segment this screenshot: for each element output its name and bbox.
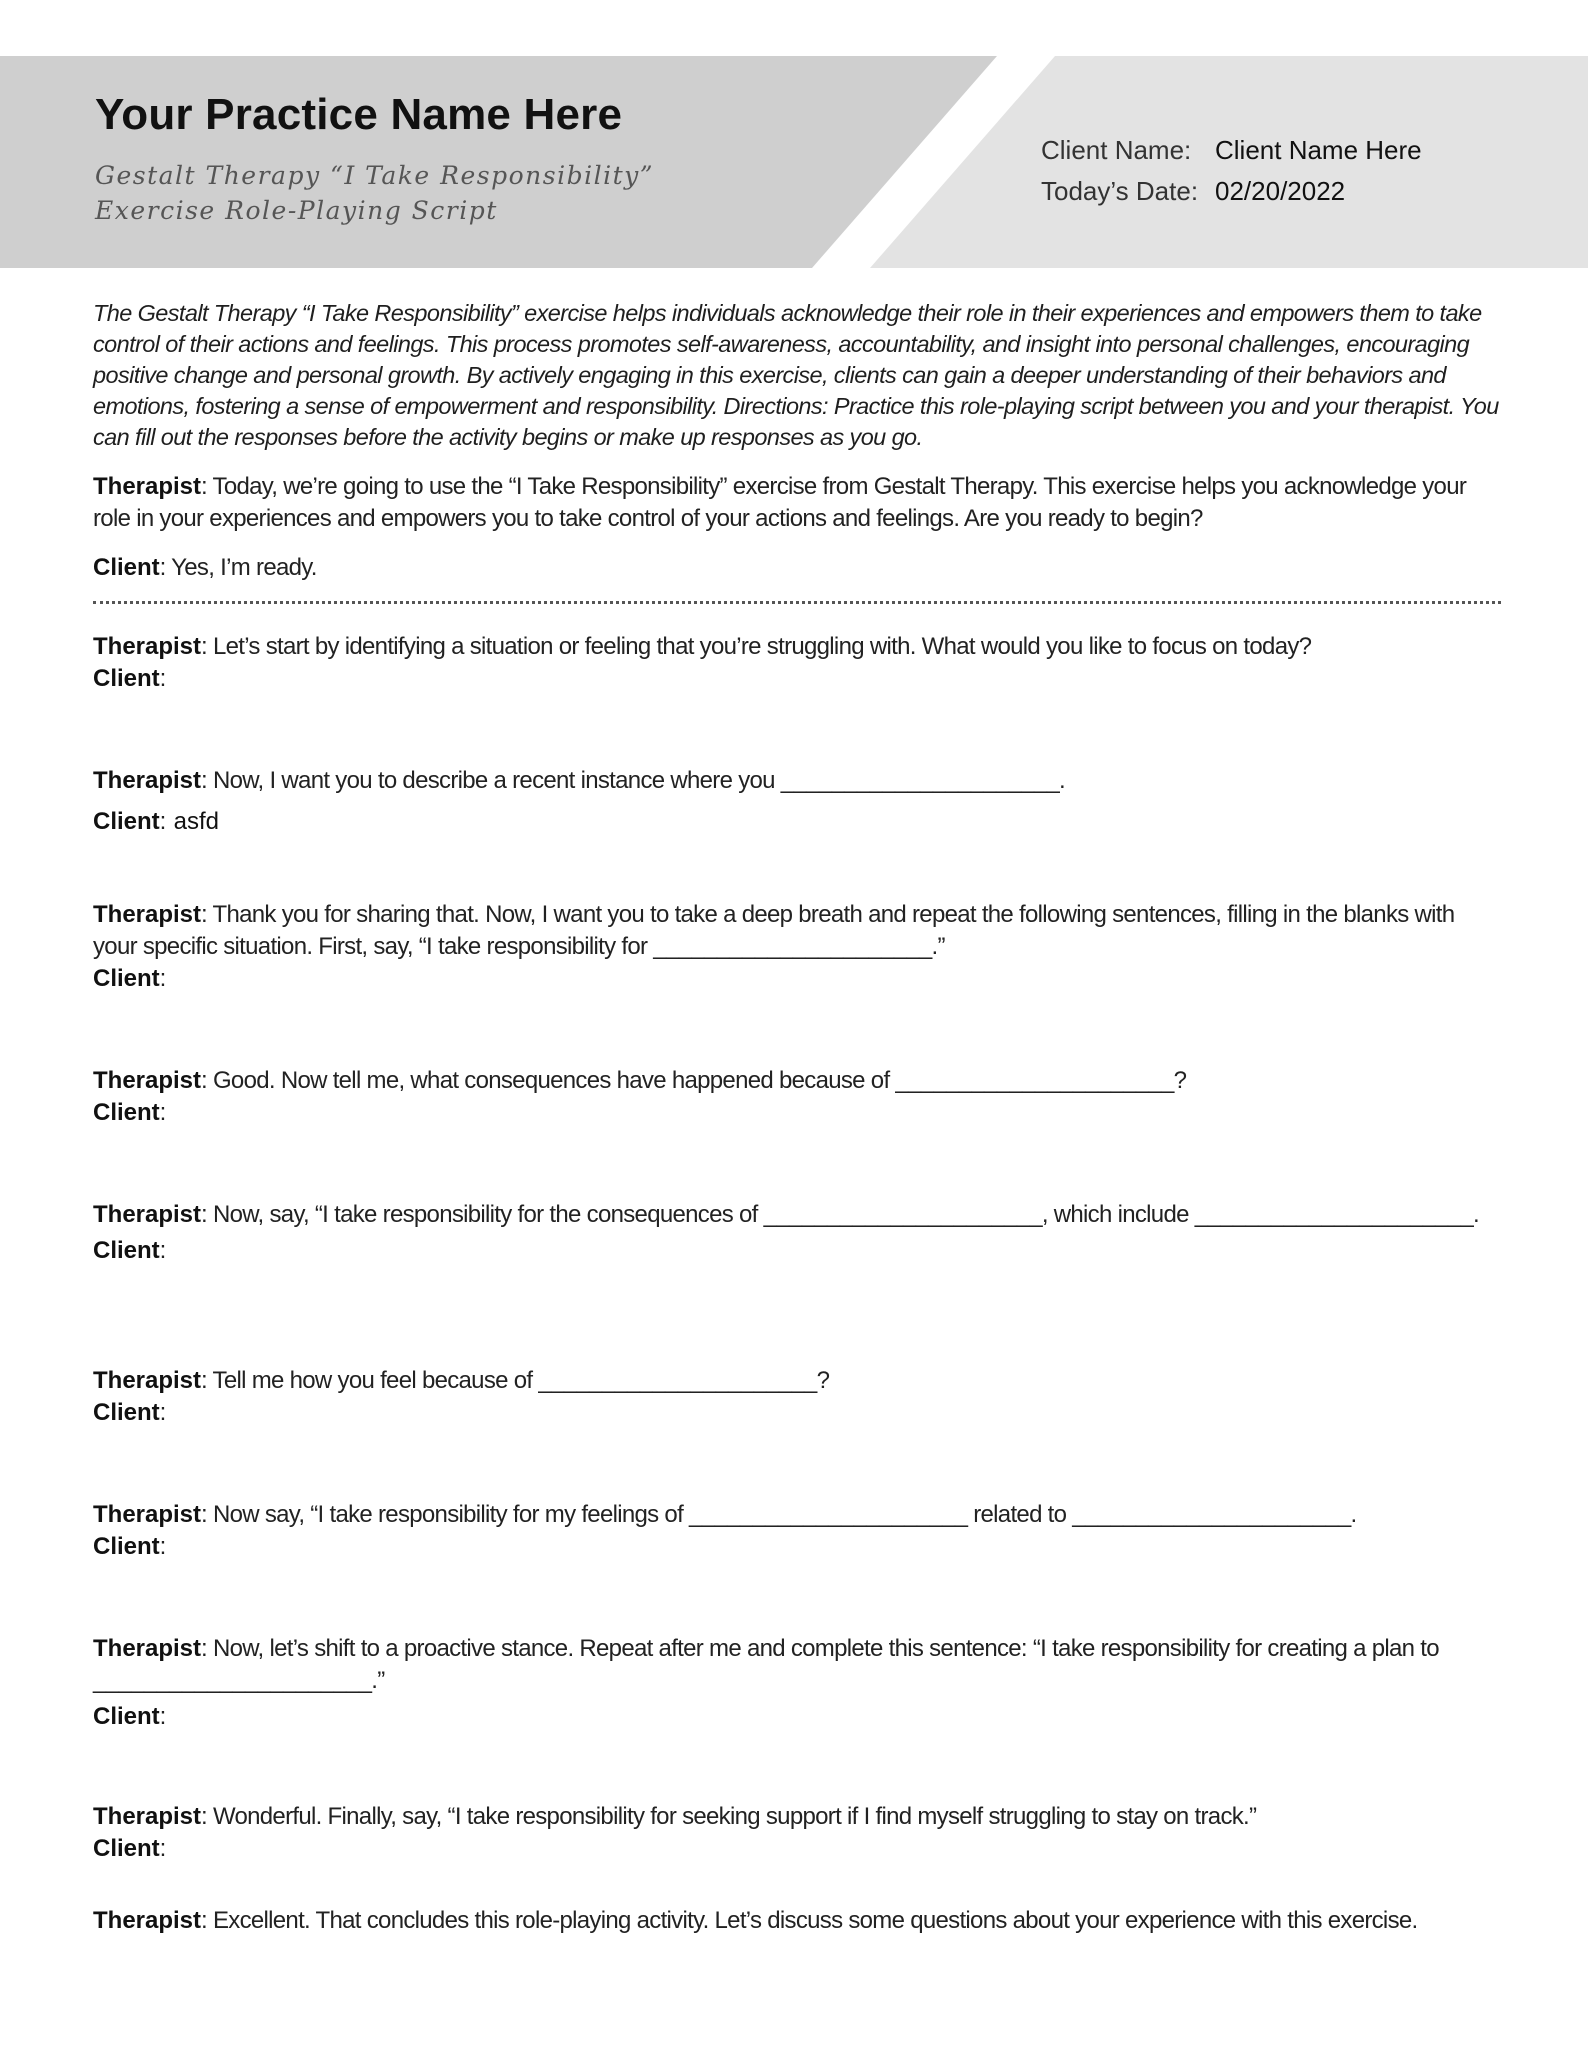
- client-label: Client: [93, 1237, 160, 1264]
- therapist-text-3: : Now, I want you to describe a recent instance where you ______________________.: [201, 767, 1065, 794]
- therapist-line-11: [93, 1905, 1501, 1937]
- client-response-2: Client:: [93, 665, 166, 692]
- therapist-label: Therapist: [93, 1803, 202, 1830]
- exchange-10: [93, 1801, 1501, 1905]
- client-name-row: [1041, 130, 1422, 171]
- document-subtitle: [95, 158, 735, 228]
- therapist-text-10: : Wonderful. Finally, say, “I take responsibility for seeking support if I find myself struggling to stay on track.”: [201, 1803, 1257, 1830]
- exchange-3: [93, 765, 1501, 899]
- client-label: Client: [93, 1533, 160, 1560]
- therapist-text-6: : Now, say, “I take responsibility for the consequences of ______________________, which include ______________________.: [201, 1201, 1479, 1228]
- exchange-1-client: [93, 552, 1501, 601]
- therapist-text-11: : Excellent. That concludes this role-playing activity. Let’s discuss some questions about your experience with this exercise.: [201, 1907, 1418, 1934]
- therapist-line-7: [93, 1365, 1501, 1397]
- exchange-2: [93, 631, 1501, 765]
- therapist-text-2: : Let’s start by identifying a situation or feeling that you’re struggling with. What would you like to focus on today?: [201, 633, 1312, 660]
- exchange-5: [93, 1065, 1501, 1199]
- client-label: Client: [93, 1099, 160, 1126]
- therapist-line-6: [93, 1199, 1501, 1231]
- subtitle-line-1: Gestalt Therapy “I Take Responsibility”: [95, 161, 655, 190]
- therapist-line-5: [93, 1065, 1501, 1097]
- date-row: [1041, 171, 1422, 212]
- dotted-divider: [93, 601, 1501, 604]
- client-label: Client: [93, 1835, 160, 1862]
- therapist-label: Therapist: [93, 1367, 202, 1394]
- client-response-4: Client:: [93, 965, 166, 992]
- therapist-line-3: [93, 765, 1501, 797]
- therapist-label: Therapist: [93, 633, 202, 660]
- therapist-text-9: : Now, let’s shift to a proactive stance. Repeat after me and complete this sentence: “I take responsibility for creating a plan to ______________________.”: [93, 1635, 1439, 1694]
- exchange-4: [93, 899, 1501, 1065]
- client-line-1: [93, 552, 1501, 584]
- exchange-8: [93, 1499, 1501, 1633]
- exchange-9: [93, 1633, 1501, 1801]
- therapist-label: Therapist: [93, 1067, 202, 1094]
- intro-paragraph: The Gestalt Therapy “I Take Responsibility” exercise helps individuals acknowledge their role in their experiences and empowers them to take control of their actions and feelings. This process promotes self-awareness, accountability, and insight into personal challenges, encouraging positive change and personal growth. By actively engaging in this exercise, clients can gain a deeper understanding of their behaviors and emotions, fostering a sense of empowerment and responsibility. Directions: Practice this role-playing script between you and your therapist. You can fill out the responses before the activity begins or make up responses as you go.: [93, 300, 1499, 450]
- therapist-line-10: [93, 1801, 1501, 1833]
- therapist-line-9: [93, 1633, 1501, 1697]
- therapist-label: Therapist: [93, 767, 202, 794]
- therapist-text-7: : Tell me how you feel because of ______________________?: [201, 1367, 830, 1394]
- therapist-label: Therapist: [93, 1635, 202, 1662]
- therapist-label: Therapist: [93, 473, 202, 500]
- therapist-text-4: : Thank you for sharing that. Now, I want you to take a deep breath and repeat the following sentences, filling in the blanks with your specific situation. First, say, “I take responsibility for ______________________.”: [93, 901, 1455, 960]
- client-name-label: Client Name:: [1041, 135, 1192, 165]
- exchange-1: [93, 471, 1501, 552]
- subtitle-line-2: Exercise Role-Playing Script: [95, 196, 498, 225]
- client-label: Client: [93, 965, 160, 992]
- client-label: Client: [93, 1399, 160, 1426]
- therapist-text-5: : Good. Now tell me, what consequences have happened because of ______________________?: [201, 1067, 1187, 1094]
- client-label: Client: [93, 665, 160, 692]
- client-info: [1041, 130, 1422, 212]
- therapist-line-2: [93, 631, 1501, 663]
- therapist-text-1: : Today, we’re going to use the “I Take Responsibility” exercise from Gestalt Therapy. This exercise helps you acknowledge your role in your experiences and empowers you to take control of your actions and feelings. Are you ready to begin?: [93, 473, 1467, 532]
- practice-name: Your Practice Name Here: [95, 90, 623, 139]
- exchange-6: [93, 1199, 1501, 1365]
- client-label: Client: [93, 554, 160, 581]
- therapist-label: Therapist: [93, 1201, 202, 1228]
- client-name-field[interactable]: Client Name Here: [1215, 135, 1422, 165]
- therapist-label: Therapist: [93, 901, 202, 928]
- client-label: Client: [93, 808, 160, 835]
- client-response-7: Client:: [93, 1399, 166, 1426]
- exchange-11: [93, 1905, 1501, 1937]
- therapist-label: Therapist: [93, 1907, 202, 1934]
- client-response-9: Client:: [93, 1703, 166, 1730]
- exchange-7: [93, 1365, 1501, 1499]
- therapist-line-1: [93, 471, 1501, 535]
- client-response-6: Client:: [93, 1237, 166, 1264]
- client-response-8: Client:: [93, 1533, 166, 1560]
- client-answer-field-3[interactable]: asfd: [173, 808, 220, 835]
- client-response-10: Client:: [93, 1835, 166, 1862]
- client-text-1: : Yes, I’m ready.: [159, 554, 317, 581]
- therapist-label: Therapist: [93, 1501, 202, 1528]
- therapist-text-8: : Now say, “I take responsibility for my feelings of ______________________ related to ______________________.: [201, 1501, 1357, 1528]
- date-field[interactable]: 02/20/2022: [1215, 176, 1346, 206]
- therapist-line-8: [93, 1499, 1501, 1531]
- therapist-line-4: [93, 899, 1501, 963]
- date-label: Today’s Date:: [1041, 176, 1199, 206]
- client-response-3: Client: asfd: [93, 808, 220, 835]
- script-content: [93, 298, 1501, 1937]
- client-response-5: Client:: [93, 1099, 166, 1126]
- client-label: Client: [93, 1703, 160, 1730]
